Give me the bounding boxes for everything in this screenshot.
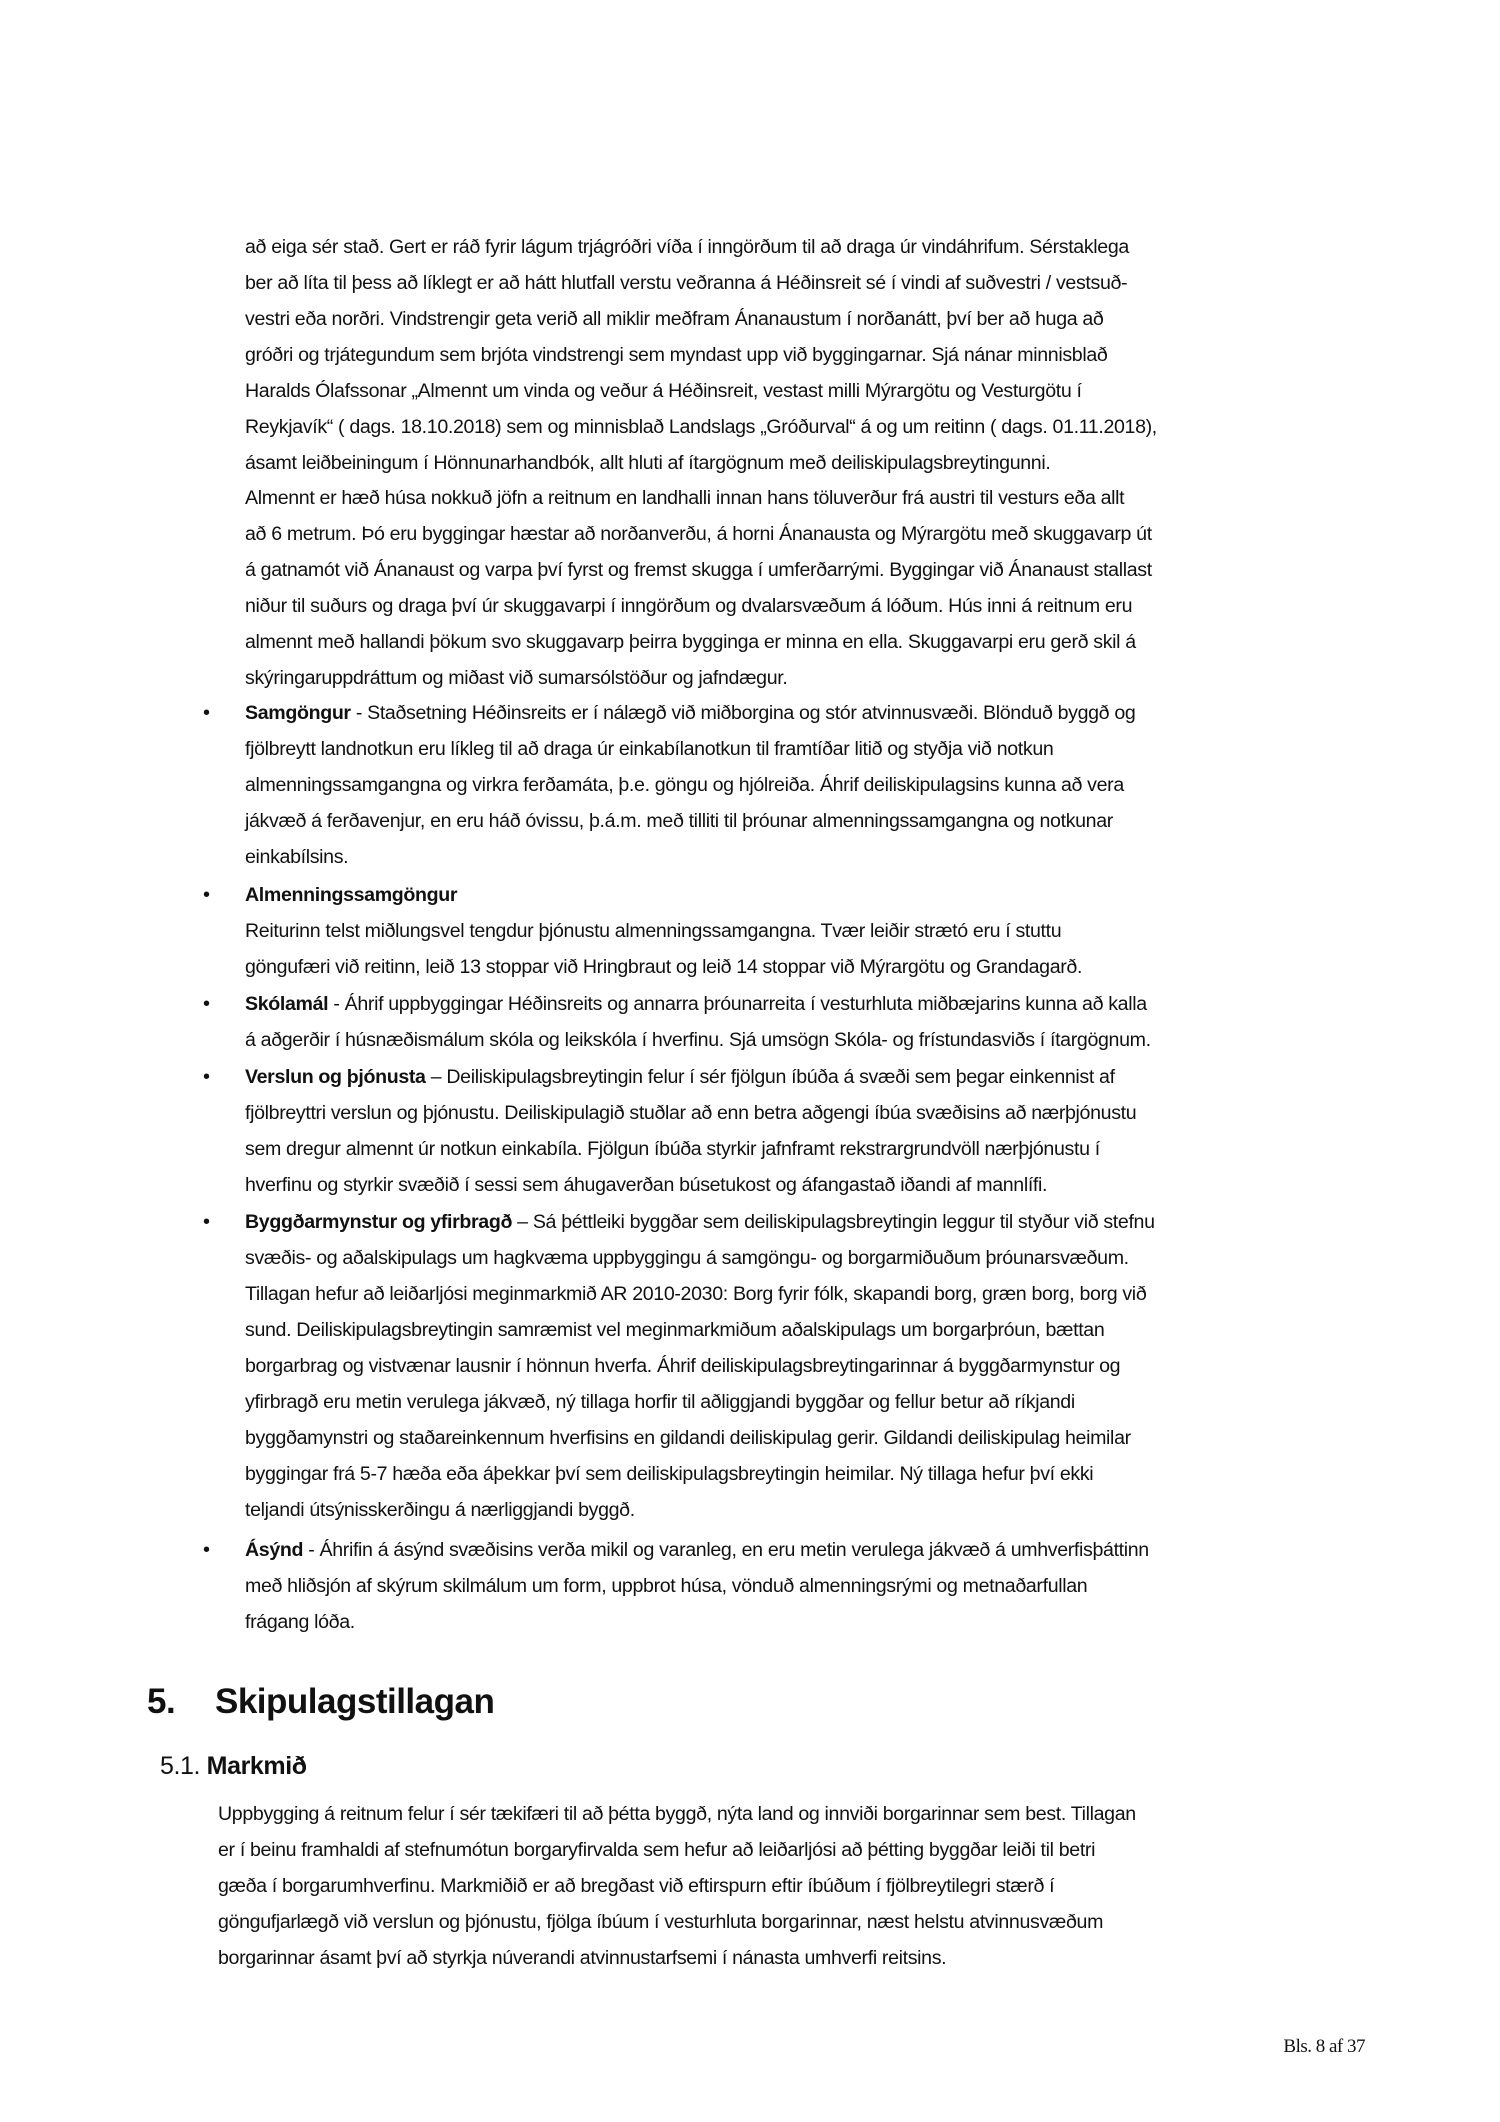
text-line: borgarbrag og vistvænar lausnir í hönnun hverfa. Áhrif deiliskipulagsbreytingarinnar á byggðarmynstur og: [245, 1355, 1121, 1377]
text-line: að eiga sér stað. Gert er ráð fyrir lágum trjágróðri víða í inngörðum til að draga úr vindáhrifum. Sérstaklega: [245, 236, 1129, 258]
text-line: Reykjavík“ ( dags. 18.10.2018) sem og minnisblað Landslags „Gróðurval“ á og um reitinn ( dags. 01.11.2018),: [245, 416, 1157, 438]
text-line: [245, 1059, 1375, 1095]
text-line: Reiturinn telst miðlungsvel tengdur þjónustu almenningssamgangna. Tvær leiðir strætó eru í stuttu: [245, 920, 1062, 942]
text-line: almennt með hallandi þökum svo skuggavarp þeirra bygginga er minna en ella. Skuggavarpi eru gerð skil á: [245, 631, 1136, 653]
text-line: [245, 986, 1375, 1022]
text-line: byggingar frá 5-7 hæða eða áþekkar því sem deiliskipulagsbreytingin heimilar. Ný tillaga hefur því ekki: [245, 1463, 1094, 1485]
subsection-heading: [160, 1752, 307, 1781]
section-number: 5.: [147, 1682, 176, 1721]
bullet-item: [203, 695, 1375, 875]
bullet-title: Ásýnd: [245, 1539, 304, 1561]
text-line: [245, 877, 1375, 913]
text-line: frágang lóða.: [245, 1611, 355, 1633]
bullet-title: Verslun og þjónusta: [245, 1066, 426, 1088]
text-line: Uppbygging á reitnum felur í sér tækifæri til að þétta byggð, nýta land og innviði borgarinnar sem best. Tillagan: [218, 1803, 1136, 1825]
separator: –: [512, 1211, 533, 1233]
text-line: skýringaruppdráttum og miðast við sumarsólstöður og jafndægur.: [245, 667, 788, 689]
text-line: göngufjarlægð við verslun og þjónustu, fjölga íbúum í vesturhluta borgarinnar, næst helstu atvinnusvæðum: [218, 1911, 1104, 1933]
text-line: ásamt leiðbeiningum í Hönnunarhandbók, allt hluti af ítargögnum með deiliskipulagsbreytingunni.: [245, 452, 1051, 474]
bullet-title: Almenningssamgöngur: [245, 884, 458, 906]
text-line: hverfinu og styrkir svæðið í sessi sem áhugaverðan búsetukost og áfangastað iðandi af mannlífi.: [245, 1174, 1048, 1196]
text-line: að 6 metrum. Þó eru byggingar hæstar að norðanverðu, á horni Ánanausta og Mýrargötu með skuggavarp út: [245, 523, 1152, 545]
text-line: fjölbreytt landnotkun eru líkleg til að draga úr einkabílanotkun til framtíðar litið og styðja við notkun: [245, 738, 1054, 760]
text-line: með hliðsjón af skýrum skilmálum um form, uppbrot húsa, vönduð almenningsrými og metnaðarfullan: [245, 1575, 1088, 1597]
separator: -: [350, 702, 368, 724]
text-line: Almennt er hæð húsa nokkuð jöfn a reitnum en landhalli innan hans töluverður frá austri til vesturs eða allt: [245, 487, 1125, 509]
text-line: gróðri og trjátegundum sem brjóta vindstrengi sem myndast upp við byggingarnar. Sjá nánar minnisblað: [245, 344, 1108, 366]
text-line: fjölbreyttri verslun og þjónustu. Deiliskipulagið stuðlar að enn betra aðgengi íbúa svæðisins að nærþjónustu: [245, 1102, 1137, 1124]
bullet-icon: •: [203, 1066, 210, 1088]
bullet-text: Staðsetning Héðinsreits er í nálægð við miðborgina og stór atvinnusvæði. Blönduð byggð og: [367, 702, 1136, 724]
separator: -: [303, 1539, 320, 1561]
bullet-icon: •: [203, 1539, 210, 1561]
text-line: Tillagan hefur að leiðarljósi meginmarkmið AR 2010-2030: Borg fyrir fólk, skapandi borg, græn borg, borg við: [245, 1283, 1147, 1305]
bullet-text: Sá þéttleiki byggðar sem deiliskipulagsbreytingin leggur til styður við stefnu: [532, 1211, 1155, 1233]
bullet-title: Samgöngur: [245, 702, 351, 724]
bullet-title: Skólamál: [245, 993, 329, 1015]
bullet-title: Byggðarmynstur og yfirbragð: [245, 1211, 513, 1233]
bullet-item: [203, 877, 1375, 985]
text-line: er í beinu framhaldi af stefnumótun borgaryfirvalda sem hefur að leiðarljósi að þétting byggðar leiði til betri: [218, 1839, 1096, 1861]
bullet-item: [203, 1059, 1375, 1203]
text-line: á aðgerðir í húsnæðismálum skóla og leikskóla í hverfinu. Sjá umsögn Skóla- og frístundasviðs í ítargögnum.: [245, 1029, 1151, 1051]
text-line: ber að líta til þess að líklegt er að hátt hlutfall verstu veðranna á Héðinsreit sé í vindi af suðvestri / vestsuð-: [245, 272, 1128, 294]
bullet-text: Deiliskipulagsbreytingin felur í sér fjölgun íbúða á svæði sem þegar einkennist af: [446, 1066, 1115, 1088]
text-line: jákvæð á ferðavenjur, en eru háð óvissu, þ.á.m. með tilliti til þróunar almenningssamgangna og notkunar: [245, 810, 1113, 832]
bullet-item: [203, 1532, 1375, 1640]
text-line: sem dregur almennt úr notkun einkabíla. Fjölgun íbúða styrkir jafnframt rekstrargrundvöll nærþjónustu í: [245, 1138, 1100, 1160]
bullet-icon: •: [203, 1211, 210, 1233]
text-line: Haralds Ólafssonar „Almennt um vinda og veður á Héðinsreit, vestast milli Mýrargötu og Vesturgötu í: [245, 380, 1082, 402]
text-line: svæðis- og aðalskipulags um hagkvæma uppbyggingu á samgöngu- og borgarmiðuðum þróunarsvæðum.: [245, 1247, 1129, 1269]
text-line: sund. Deiliskipulagsbreytingin samræmist vel meginmarkmiðum aðalskipulags um borgarþróun, bættan: [245, 1319, 1105, 1341]
section-title: Skipulagstillagan: [215, 1682, 495, 1721]
page-number: Bls. 8 af 37: [1283, 2036, 1365, 2057]
text-line: [245, 1204, 1375, 1240]
bullet-item: [203, 1204, 1375, 1528]
bullet-icon: •: [203, 702, 210, 724]
subsection-title: Markmið: [206, 1752, 307, 1780]
separator: -: [328, 993, 345, 1015]
text-line: [245, 1532, 1375, 1568]
section-heading: [147, 1682, 494, 1722]
separator: –: [425, 1066, 447, 1088]
subsection-number: 5.1.: [160, 1752, 201, 1780]
text-line: byggðamynstri og staðareinkennum hverfisins en gildandi deiliskipulag gerir. Gildandi deiliskipulag heimilar: [245, 1427, 1131, 1449]
text-line: gæða í borgarumhverfinu. Markmiðið er að bregðast við eftirspurn eftir íbúðum í fjölbreytilegri stærð í: [218, 1875, 1055, 1897]
text-line: [245, 695, 1375, 731]
text-line: yfirbragð eru metin verulega jákvæð, ný tillaga horfir til aðliggjandi byggðar og fellur betur að ríkjandi: [245, 1391, 1075, 1413]
bullet-icon: •: [203, 884, 210, 906]
text-line: niður til suðurs og draga því úr skuggavarpi í inngörðum og dvalarsvæðum á lóðum. Hús inni á reitnum eru: [245, 595, 1133, 617]
bullet-item: [203, 986, 1375, 1058]
text-line: teljandi útsýnisskerðingu á nærliggjandi byggð.: [245, 1499, 635, 1521]
text-line: einkabílsins.: [245, 846, 349, 868]
bullet-icon: •: [203, 993, 210, 1015]
bullet-text: Áhrif uppbyggingar Héðinsreits og annarra þróunarreita í vesturhluta miðbæjarins kunna að kalla: [344, 993, 1147, 1015]
text-line: göngufæri við reitinn, leið 13 stoppar við Hringbraut og leið 14 stoppar við Mýrargötu og Grandagarð.: [245, 956, 1083, 978]
paragraph-goals: [218, 1796, 1348, 1976]
text-line: vestri eða norðri. Vindstrengir geta verið all miklir meðfram Ánanaustum í norðanátt, því ber að huga að: [245, 308, 1104, 330]
paragraph-shadow: [245, 480, 1375, 696]
text-line: á gatnamót við Ánanaust og varpa því fyrst og fremst skugga í umferðarrými. Byggingar við Ánanaust stallast: [245, 559, 1152, 581]
paragraph-wind: [245, 229, 1375, 481]
bullet-text: Áhrifin á ásýnd svæðisins verða mikil og varanleg, en eru metin verulega jákvæð á umhverfisþáttinn: [319, 1539, 1149, 1561]
text-line: almenningssamgangna og virkra ferðamáta, þ.e. göngu og hjólreiða. Áhrif deiliskipulagsins kunna að vera: [245, 774, 1124, 796]
text-line: borgarinnar ásamt því að styrkja núverandi atvinnustarfsemi í nánasta umhverfi reitsins.: [218, 1947, 947, 1969]
